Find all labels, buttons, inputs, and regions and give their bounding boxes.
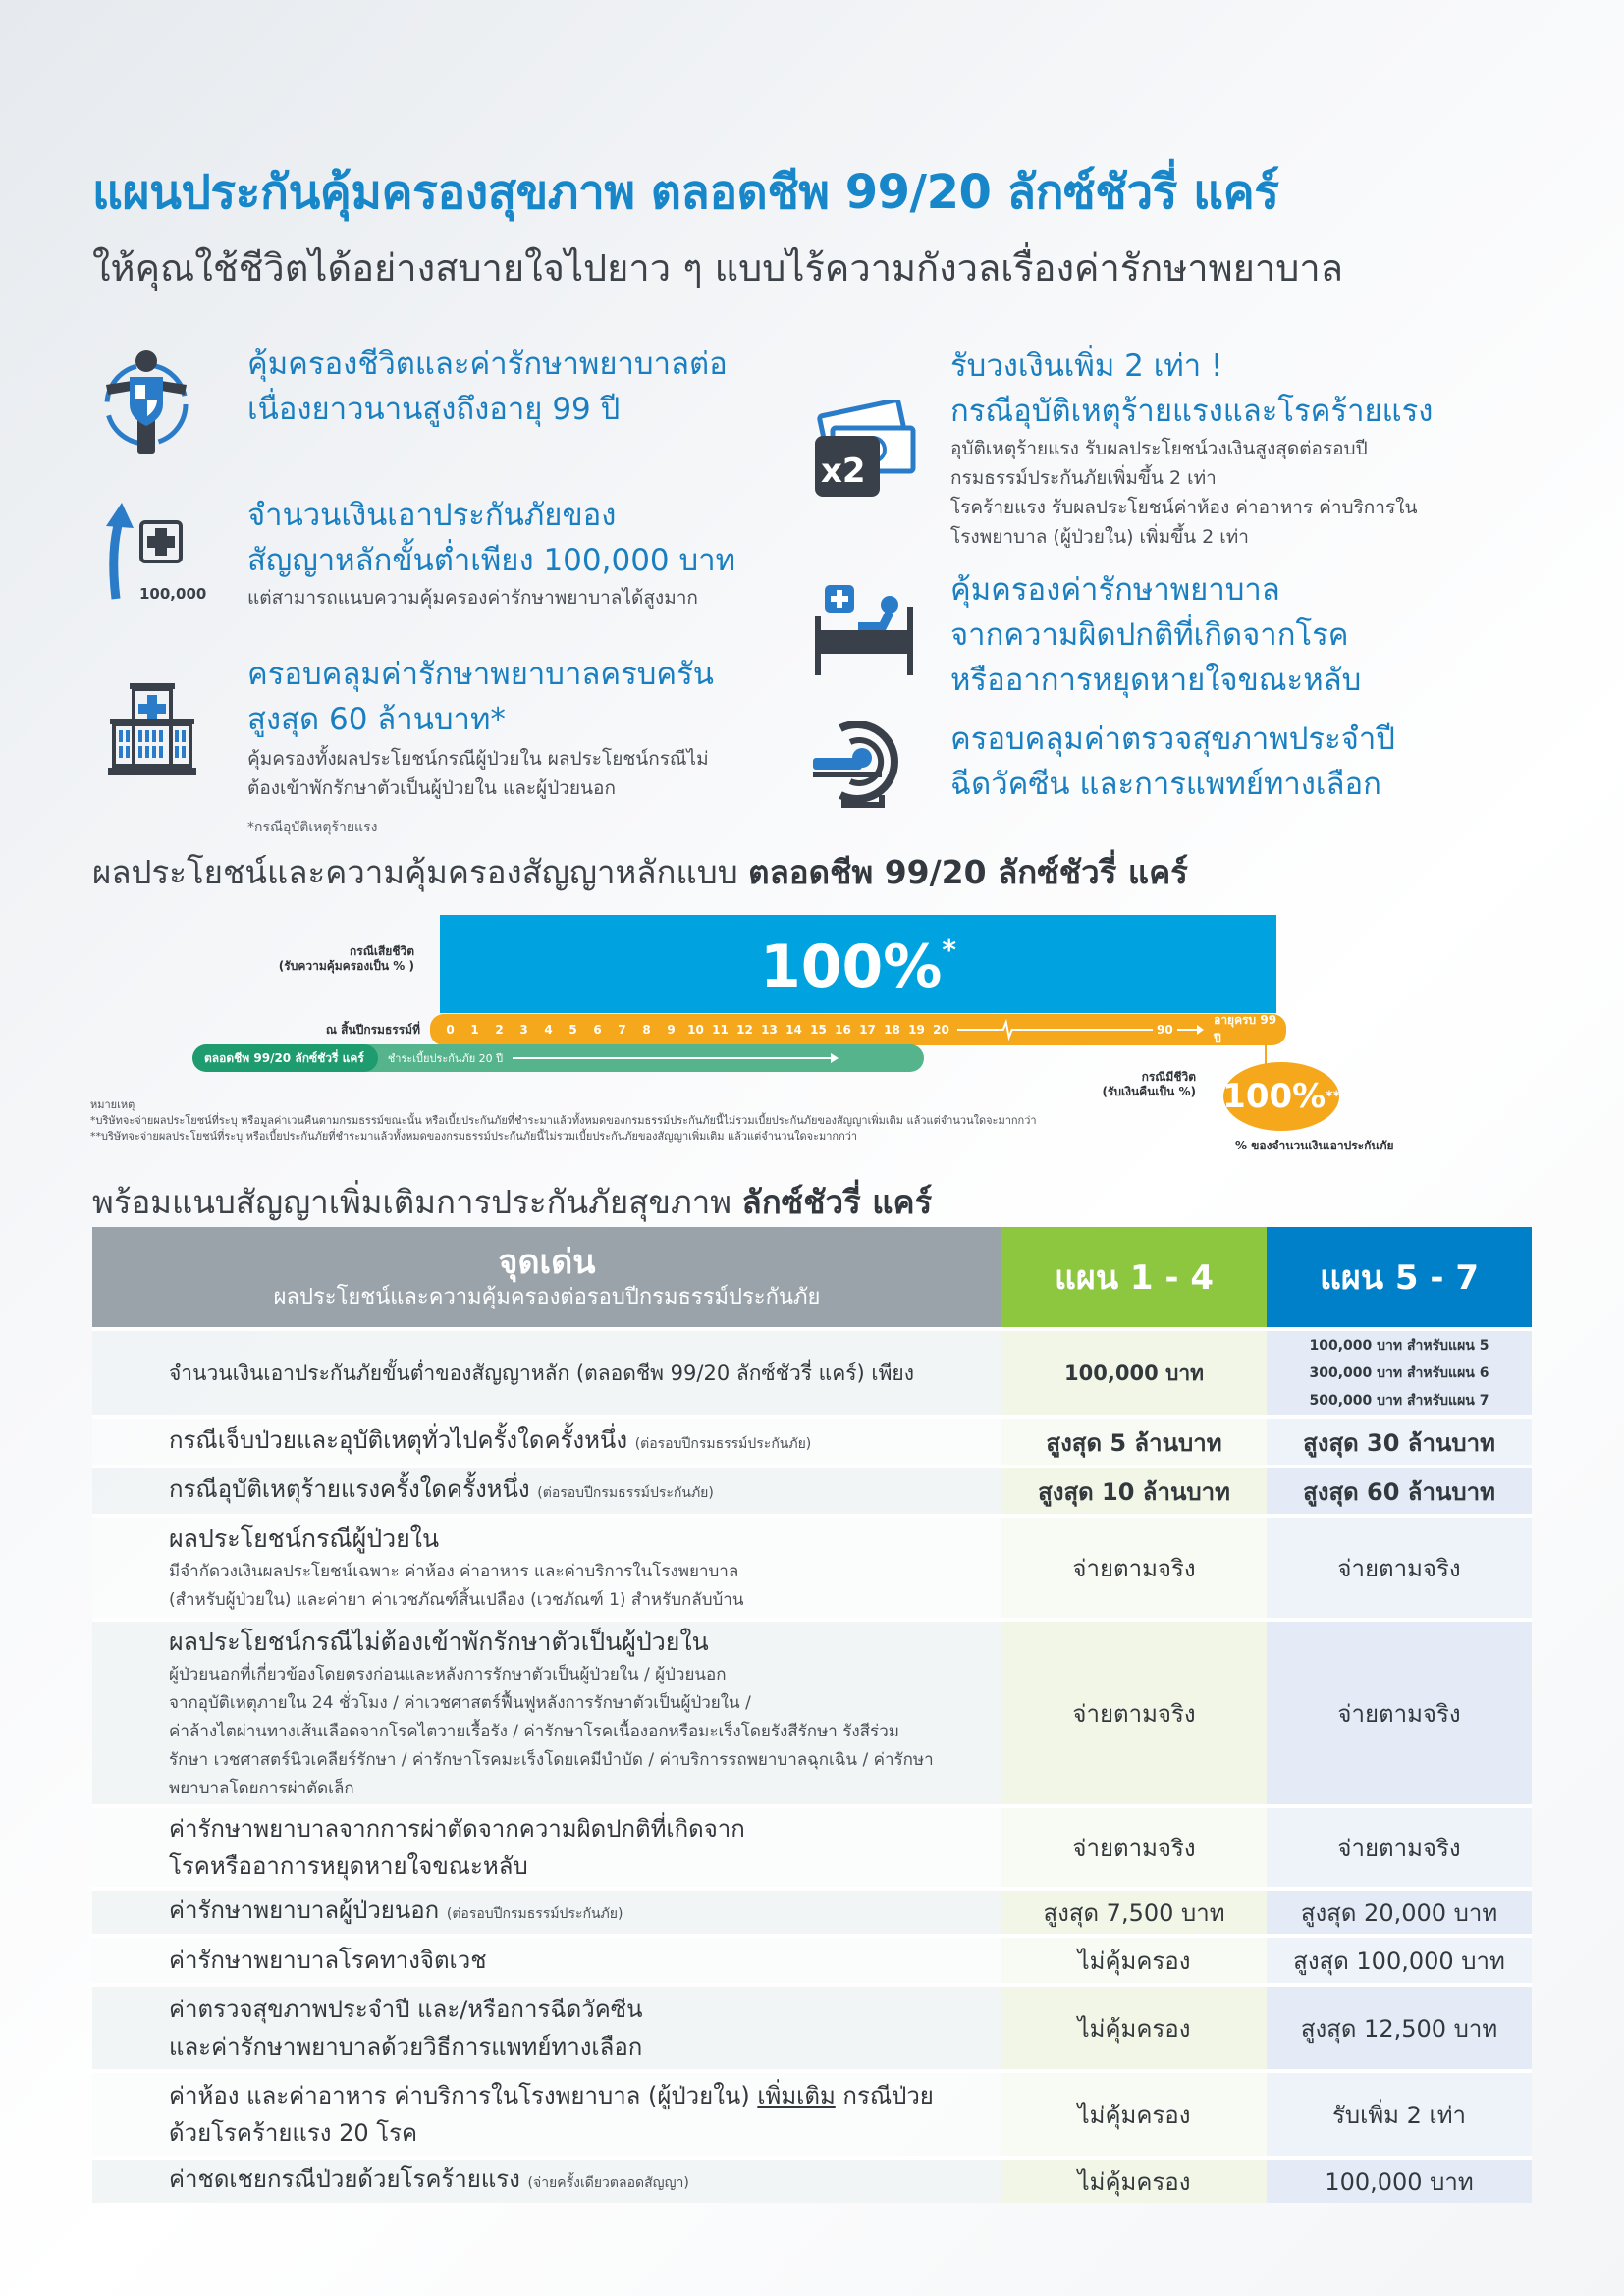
- row-description: จากอุบัติเหตุภายใน 24 ชั่วโมง / ค่าเวชศาสตร์ฟื้นฟูหลังการรักษาตัวเป็นผู้ป่วยใน /: [169, 1692, 751, 1713]
- plan-1-4-value: ไม่คุ้มครอง: [1001, 2160, 1267, 2203]
- feature-heading-line: รับวงเงินเพิ่ม 2 เท่า !: [950, 348, 1223, 384]
- plan-5-7-value: สูงสุด 100,000 บาท: [1267, 1938, 1532, 1983]
- year-tick: 19: [908, 1023, 925, 1037]
- year-ticks: [438, 1023, 953, 1037]
- maturity-benefit-label: [1102, 1070, 1196, 1099]
- table-row: [92, 1983, 1532, 2069]
- plan-5-7-value: สูงสุด 30 ล้านบาท: [1267, 1419, 1532, 1465]
- plan-name-tag: ตลอดชีพ 99/20 ลักซ์ชัวรี่ แคร์: [192, 1044, 378, 1072]
- year-tick: 2: [495, 1023, 504, 1037]
- feature-heading-line: สูงสุด 60 ล้านบาท*: [247, 702, 506, 737]
- feature-heading-line: ครอบคลุมค่ารักษาพยาบาลครบครัน: [247, 657, 714, 692]
- row-description: (สำหรับผู้ป่วยใน) และค่ายา ค่าเวชภัณฑ์สิ้นเปลือง (เวชภัณฑ์ 1) สำหรับกลับบ้าน: [169, 1590, 744, 1610]
- row-title-cell: [92, 1891, 1001, 1934]
- table-body: [92, 1327, 1532, 2203]
- plan-1-4-value: สูงสุด 10 ล้านบาท: [1001, 1468, 1267, 1514]
- year-tick: 18: [884, 1023, 900, 1037]
- row-description: ผู้ป่วยนอกที่เกี่ยวข้องโดยตรงก่อนและหลังการรักษาตัวเป็นผู้ป่วยใน / ผู้ป่วยนอก: [169, 1664, 727, 1684]
- arrow-right-icon: [513, 1057, 837, 1059]
- table-row: [92, 1934, 1532, 1983]
- maturity-caption: % ของจำนวนเงินเอาประกันภัย: [1235, 1139, 1394, 1152]
- footnote-mark: **: [1326, 1089, 1340, 1104]
- feature-body: [247, 744, 709, 803]
- row-title: ค่าชดเชยกรณีป่วยด้วยโรคร้ายแรง: [169, 2165, 520, 2193]
- plan-1-4-value: 100,000 บาท: [1001, 1331, 1267, 1415]
- feature-60m-coverage-heading: [247, 652, 714, 742]
- plan-1-4-value: ไม่คุ้มครอง: [1001, 1938, 1267, 1983]
- page-title: แผนประกันคุ้มครองสุขภาพ ตลอดชีพ 99/20 ลักซ์ชัวรี่ แคร์: [92, 165, 1279, 220]
- plan-1-4-value: จ่ายตามจริง: [1001, 1518, 1267, 1618]
- footnote-line: **บริษัทจะจ่ายผลประโยชน์ที่ระบุ หรือเบี้ยประกันภัยที่ชำระมาแล้วทั้งหมดของกรมธรรม์ประกันภัยนี้ไม่รวมเบี้ยประกันภัยของสัญญาเพิ่มเติม แล้วแต่จำนวนใดจะมากกว่า: [90, 1130, 858, 1143]
- hospital-building-icon: [108, 679, 196, 777]
- feature-heading-line: จำนวนเงินเอาประกันภัยของ: [247, 498, 617, 533]
- premium-payment-bar: [192, 1044, 924, 1072]
- plan-1-4-value: ไม่คุ้มครอง: [1001, 1987, 1267, 2069]
- plan-5-7-value: 100,000 บาท: [1267, 2160, 1532, 2203]
- plan-1-4-value: สูงสุด 5 ล้านบาท: [1001, 1419, 1267, 1465]
- table-row: [92, 1465, 1532, 1514]
- hospital-bed-icon: [811, 585, 919, 675]
- maturity-benefit-bubble: [1223, 1062, 1339, 1131]
- row-description: รักษา เวชศาสตร์นิวเคลียร์รักษา / ค่ารักษาโรคมะเร็งโดยเคมีบำบัด / ค่าบริการรถพยาบาลฉุกเฉิน / ค่ารักษา: [169, 1749, 934, 1770]
- row-title: ผลประโยชน์กรณีผู้ป่วยใน: [169, 1524, 440, 1553]
- header-plan-1-4: แผน 1 - 4: [1001, 1227, 1267, 1327]
- death-benefit-bar: [440, 915, 1276, 1013]
- year-90: 90: [1157, 1023, 1173, 1037]
- feature-heading-line: กรณีอุบัติเหตุร้ายแรงและโรคร้ายแรง: [950, 394, 1434, 429]
- year-maturity: อายุครบ 99 ปี: [1214, 1013, 1277, 1045]
- year-tick: 20: [933, 1023, 949, 1037]
- rider-section-title: [92, 1176, 932, 1228]
- plan-5-7-value: จ่ายตามจริง: [1267, 1808, 1532, 1887]
- money-x2-icon: [811, 400, 929, 508]
- feature-heading-line: ครอบคลุมค่าตรวจสุขภาพประจำปี: [950, 721, 1395, 757]
- row-title-cell: [92, 1987, 1001, 2069]
- row-title: ค่ารักษาพยาบาลผู้ป่วยนอก: [169, 1896, 440, 1924]
- feature-body: [950, 434, 1417, 552]
- year-tick: 9: [667, 1023, 676, 1037]
- feature-heading-line: เนื่องยาวนานสูงถึงอายุ 99 ปี: [247, 392, 621, 427]
- year-tick: 13: [761, 1023, 778, 1037]
- plan-1-4-value: ไม่คุ้มครอง: [1001, 2073, 1267, 2156]
- header-title: จุดเด่น: [498, 1243, 596, 1282]
- row-title-note: (ต่อรอบปีกรมธรรม์ประกันภัย): [634, 1436, 812, 1452]
- heartbeat-icon: [996, 1018, 1018, 1041]
- row-title-cell: [92, 1518, 1001, 1618]
- row-title-cell: [92, 1808, 1001, 1887]
- year-tick: 5: [568, 1023, 577, 1037]
- death-benefit-percent: 100%: [759, 933, 943, 1001]
- feature-body-line: ต้องเข้าพักรักษาตัวเป็นผู้ป่วยใน และผู้ป่วยนอก: [247, 777, 616, 799]
- footnote-mark: *: [942, 934, 957, 966]
- page-subtitle: ให้คุณใช้ชีวิตได้อย่างสบายใจไปยาว ๆ แบบไร้ความกังวลเรื่องค่ารักษาพยาบาล: [92, 246, 1344, 290]
- section-title-regular: ผลประโยชน์และความคุ้มครองสัญญาหลักแบบ: [92, 853, 749, 891]
- table-row: [92, 1514, 1532, 1618]
- icon-label: 100,000: [139, 585, 207, 603]
- year-tick: 7: [618, 1023, 626, 1037]
- feature-heading-line: หรืออาการหยุดหายใจขณะหลับ: [950, 663, 1362, 698]
- section-title-bold: ลักซ์ชัวรี่ แคร์: [741, 1183, 933, 1221]
- plan-1-4-value: จ่ายตามจริง: [1001, 1622, 1267, 1804]
- section-title-regular: พร้อมแนบสัญญาเพิ่มเติมการประกันภัยสุขภาพ: [92, 1183, 742, 1221]
- table-row: [92, 2069, 1532, 2156]
- plan-5-7-value: สูงสุด 60 ล้านบาท: [1267, 1468, 1532, 1514]
- year-tick: 3: [519, 1023, 528, 1037]
- policy-year-timeline: [430, 1014, 1286, 1045]
- row-title-cell: [92, 1468, 1001, 1514]
- row-title: โรคหรืออาการหยุดหายใจขณะหลับ: [169, 1852, 528, 1880]
- feature-sleep-apnea-heading: [950, 567, 1361, 703]
- feature-body-line: อุบัติเหตุร้ายแรง รับผลประโยชน์วงเงินสูงสุดต่อรอบปี: [950, 438, 1368, 459]
- year-tick: 14: [785, 1023, 802, 1037]
- timeline-line: [957, 1029, 996, 1031]
- plan-5-7-value: รับเพิ่ม 2 เท่า: [1267, 2073, 1532, 2156]
- maturity-benefit-percent: 100%: [1222, 1077, 1326, 1116]
- year-tick: 1: [470, 1023, 479, 1037]
- sum-insured-increase-icon: [98, 501, 226, 609]
- feature-heading-line: ฉีดวัคซีน และการแพทย์ทางเลือก: [950, 767, 1381, 802]
- feature-heading-line: สัญญาหลักขั้นต่ำเพียง 100,000 บาท: [247, 543, 736, 578]
- row-description: มีจำกัดวงเงินผลประโยชน์เฉพาะ ค่าห้อง ค่าอาหาร และค่าบริการในโรงพยาบาล: [169, 1562, 739, 1581]
- arrow-right-icon: [1177, 1029, 1202, 1031]
- plan-5-7-value: [1267, 1331, 1532, 1415]
- row-title-cell: [92, 1938, 1001, 1983]
- label-line: กรณีมีชีวิต: [1141, 1070, 1196, 1084]
- row-title: ค่ารักษาพยาบาลจากการผ่าตัดจากความผิดปกติที่เกิดจาก: [169, 1815, 745, 1842]
- feature-body-line: โรคร้ายแรง รับผลประโยชน์ค่าห้อง ค่าอาหาร ค่าบริการใน: [950, 497, 1418, 518]
- table-row: [92, 1327, 1532, 1415]
- benefits-table: [92, 1227, 1532, 2203]
- year-tick: 15: [810, 1023, 827, 1037]
- value-line: 300,000 บาท สำหรับแผน 6: [1309, 1365, 1489, 1381]
- footnote-line: *บริษัทจะจ่ายผลประโยชน์ที่ระบุ หรือมูลค่าเวนคืนตามกรมธรรม์ขณะนั้น หรือเบี้ยประกันภัยที่ชำระมาแล้วทั้งหมดของกรมธรรม์ประกันภัยนี้ไม่รวมเบี้ยประกันภัยของสัญญาเพิ่มเติม แล้วแต่จำนวนใดจะมากกว่า: [90, 1114, 1037, 1127]
- feature-footnote: *กรณีอุบัติเหตุร้ายแรง: [247, 820, 378, 835]
- year-tick: 10: [687, 1023, 704, 1037]
- year-tick: 12: [736, 1023, 753, 1037]
- policy-year-label: ณ สิ้นปีกรมธรรม์ที่: [325, 1023, 420, 1037]
- feature-body: แต่สามารถแนบความคุ้มครองค่ารักษาพยาบาลได้สูงมาก: [247, 587, 698, 609]
- header-highlights: [92, 1227, 1001, 1327]
- table-row: [92, 2156, 1532, 2203]
- label-line: กรณีเสียชีวิต: [350, 944, 414, 958]
- row-title: ผลประโยชน์กรณีไม่ต้องเข้าพักรักษาตัวเป็นผู้ป่วยใน: [169, 1627, 709, 1656]
- plan-5-7-value: สูงสุด 20,000 บาท: [1267, 1891, 1532, 1934]
- year-tick: 4: [544, 1023, 553, 1037]
- feature-body-line: คุ้มครองทั้งผลประโยชน์กรณีผู้ป่วยใน ผลประโยชน์กรณีไม่: [247, 748, 709, 770]
- row-title-note: (ต่อรอบปีกรมธรรม์ประกันภัย): [537, 1485, 714, 1501]
- table-row: [92, 1415, 1532, 1465]
- row-title-cell: [92, 1622, 1001, 1804]
- protected-person-icon: [102, 346, 190, 455]
- feature-heading-line: จากความผิดปกติที่เกิดจากโรค: [950, 617, 1349, 653]
- table-row: [92, 1804, 1532, 1887]
- plan-5-7-value: จ่ายตามจริง: [1267, 1518, 1532, 1618]
- row-title: ค่ารักษาพยาบาลโรคทางจิตเวช: [169, 1947, 487, 1974]
- death-benefit-value: [440, 933, 1276, 1001]
- value-line: 100,000 บาท สำหรับแผน 5: [1309, 1338, 1489, 1354]
- year-tick: 0: [446, 1023, 455, 1037]
- premium-term: ชำระเบี้ยประกันภัย 20 ปี: [387, 1052, 504, 1065]
- header-plan-5-7: แผน 5 - 7: [1267, 1227, 1532, 1327]
- icon-label: x2: [821, 452, 866, 491]
- plan-1-4-value: สูงสุด 7,500 บาท: [1001, 1891, 1267, 1934]
- row-description: ค่าล้างไตผ่านทางเส้นเลือดจากโรคไตวายเรื้อรัง / ค่ารักษาโรคเนื้องอกหรือมะเร็งโดยรังสีรักษา รังสีร่วม: [169, 1721, 899, 1741]
- section-title-bold: ตลอดชีพ 99/20 ลักซ์ชัวรี่ แคร์: [748, 853, 1188, 891]
- table-row: [92, 1887, 1532, 1934]
- row-title-note: (ต่อรอบปีกรมธรรม์ประกันภัย): [446, 1906, 623, 1922]
- row-title-cell: [92, 1419, 1001, 1465]
- row-title: ค่าห้อง และค่าอาหาร ค่าบริการในโรงพยาบาล (ผู้ป่วยใน): [169, 2082, 758, 2109]
- row-title-cell: [92, 2160, 1001, 2203]
- table-row: [92, 1618, 1532, 1804]
- mri-scanner-icon: [811, 715, 909, 809]
- row-title-cell: [92, 1331, 1001, 1415]
- row-title: ค่าตรวจสุขภาพประจำปี และ/หรือการฉีดวัคซีน: [169, 1996, 643, 2023]
- row-title: กรณีป่วย: [835, 2082, 934, 2109]
- feature-min-sum-insured-heading: [247, 493, 735, 583]
- row-title: จำนวนเงินเอาประกันภัยขั้นต่ำของสัญญาหลัก (ตลอดชีพ 99/20 ลักซ์ชัวรี่ แคร์) เพียง: [169, 1362, 914, 1385]
- plan-5-7-value: จ่ายตามจริง: [1267, 1622, 1532, 1804]
- row-title-cell: [92, 2073, 1001, 2156]
- row-title: ด้วยโรคร้ายแรง 20 โรค: [169, 2119, 418, 2147]
- year-tick: 17: [859, 1023, 876, 1037]
- table-header: [92, 1227, 1532, 1327]
- header-subtitle: ผลประโยชน์และความคุ้มครองต่อรอบปีกรมธรรม์ประกันภัย: [273, 1285, 821, 1309]
- row-title: กรณีอุบัติเหตุร้ายแรงครั้งใดครั้งหนึ่ง: [169, 1475, 530, 1503]
- value-line: 500,000 บาท สำหรับแผน 7: [1309, 1393, 1489, 1409]
- year-tick: 11: [712, 1023, 729, 1037]
- plan-5-7-value: สูงสุด 12,500 บาท: [1267, 1987, 1532, 2069]
- feature-body-line: กรมธรรม์ประกันภัยเพิ่มขึ้น 2 เท่า: [950, 467, 1217, 489]
- benefits-section-title: [92, 846, 1188, 898]
- row-title-note: (จ่ายครั้งเดียวตลอดสัญญา): [527, 2175, 689, 2191]
- label-line: (รับความคุ้มครองเป็น % ): [278, 959, 414, 973]
- feature-body-line: โรงพยาบาล (ผู้ป่วยใน) เพิ่มขึ้น 2 เท่า: [950, 526, 1249, 548]
- feature-lifetime-coverage-heading: [247, 342, 728, 432]
- feature-checkup-vaccine-heading: [950, 717, 1395, 807]
- feature-heading-line: คุ้มครองค่ารักษาพยาบาล: [950, 572, 1280, 608]
- row-title: กรณีเจ็บป่วยและอุบัติเหตุทั่วไปครั้งใดครั้งหนึ่ง: [169, 1426, 628, 1454]
- year-tick: 8: [642, 1023, 651, 1037]
- label-line: (รับเงินคืนเป็น %): [1102, 1085, 1196, 1098]
- row-title: และค่ารักษาพยาบาลด้วยวิธีการแพทย์ทางเลือก: [169, 2033, 643, 2060]
- footnote-title: หมายเหตุ: [90, 1098, 135, 1111]
- death-benefit-label: [279, 944, 414, 974]
- footnotes: [90, 1097, 1037, 1145]
- row-description: พยาบาลโดยการผ่าตัดเล็ก: [169, 1778, 354, 1798]
- feature-heading-line: คุ้มครองชีวิตและค่ารักษาพยาบาลต่อ: [247, 347, 728, 382]
- feature-double-benefit-heading: [950, 344, 1433, 434]
- year-tick: 16: [835, 1023, 851, 1037]
- year-tick: 6: [593, 1023, 602, 1037]
- timeline-line: [1018, 1029, 1153, 1031]
- row-title-emphasis: เพิ่มเติม: [757, 2082, 836, 2109]
- plan-1-4-value: จ่ายตามจริง: [1001, 1808, 1267, 1887]
